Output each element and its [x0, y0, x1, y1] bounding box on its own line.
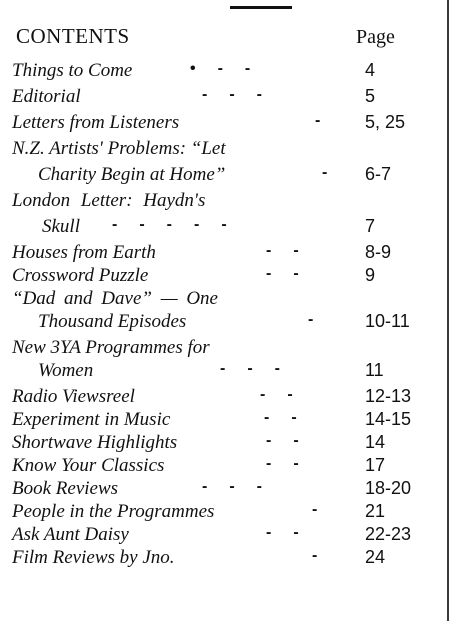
- entry-title: Houses from Earth: [12, 242, 156, 263]
- contents-header: [16, 24, 436, 50]
- entry-page: 4: [365, 60, 376, 80]
- entry-title-line-2: Thousand Episodes: [38, 311, 187, 332]
- entry-houses-from-earth[interactable]: [12, 242, 442, 265]
- entry-title: Know Your Classics: [12, 455, 165, 476]
- entry-title: People in the Programmes: [12, 501, 215, 522]
- leader-dots: -: [312, 547, 340, 564]
- entry-page: 10-11: [365, 311, 410, 331]
- entry-title: Crossword Puzzle: [12, 265, 149, 286]
- top-rule: [230, 6, 292, 9]
- leader-dots: --: [266, 524, 321, 541]
- entry-page: 22-23: [365, 524, 412, 544]
- entry-title: Things to Come: [12, 60, 133, 81]
- entry-title: Book Reviews: [12, 478, 119, 499]
- leader-dots: --: [266, 242, 321, 259]
- entry-title-line-1: N.Z. Artists' Problems: “Let: [12, 138, 226, 159]
- leader-dots: --: [264, 409, 319, 426]
- entry-experiment-in-music[interactable]: [12, 409, 442, 432]
- leader-dots: --: [266, 455, 321, 472]
- leader-dots: ---: [202, 86, 284, 103]
- leader-dots: -: [312, 501, 340, 518]
- column-rule: [447, 0, 449, 621]
- leader-dots: -: [322, 164, 350, 181]
- entry-page: 5: [365, 86, 376, 106]
- entry-page: 14-15: [365, 409, 412, 429]
- contents-list: [12, 60, 442, 570]
- leader-dots: --: [266, 265, 321, 282]
- leader-dots: --: [260, 386, 315, 403]
- entry-editorial[interactable]: [12, 86, 442, 112]
- entry-film-reviews[interactable]: [12, 547, 442, 570]
- entry-shortwave-highlights[interactable]: [12, 432, 442, 455]
- leader-dots: ---: [202, 478, 284, 495]
- entry-title-line-2: Women: [38, 360, 94, 381]
- entry-page: 11: [365, 360, 384, 380]
- entry-title: Ask Aunt Daisy: [12, 524, 129, 545]
- entry-title: Shortwave Highlights: [12, 432, 178, 453]
- page-column-label: Page: [356, 26, 395, 48]
- entry-book-reviews[interactable]: [12, 478, 442, 501]
- entry-title-line-1: “Dad and Dave” — One: [12, 288, 218, 309]
- entry-dad-and-dave[interactable]: [12, 288, 442, 337]
- entry-page: 9: [365, 265, 376, 285]
- leader-dots: -----: [112, 216, 249, 233]
- entry-title: Letters from Listeners: [12, 112, 180, 133]
- entry-title-line-1: London Letter: Haydn's: [12, 190, 206, 211]
- entry-page: 24: [365, 547, 386, 567]
- entry-new-3ya-programmes[interactable]: [12, 337, 442, 386]
- entry-nz-artists-problems[interactable]: [12, 138, 442, 190]
- leader-dots: ---: [220, 360, 302, 377]
- entry-london-letter[interactable]: [12, 190, 442, 242]
- entry-people-in-the-programmes[interactable]: [12, 501, 442, 524]
- entry-page: 6-7: [365, 164, 392, 184]
- entry-page: 21: [365, 501, 386, 521]
- leader-dots: -: [315, 112, 343, 129]
- entry-title-line-2: Skull: [42, 216, 80, 237]
- entry-page: 18-20: [365, 478, 412, 498]
- entry-page: 8-9: [365, 242, 392, 262]
- entry-title-line-1: New 3YA Programmes for: [12, 337, 210, 358]
- leader-dots: -: [308, 311, 336, 328]
- entry-crossword-puzzle[interactable]: [12, 265, 442, 288]
- leader-dots: •--: [190, 60, 273, 77]
- entry-things-to-come[interactable]: [12, 60, 442, 86]
- entry-page: 14: [365, 432, 386, 452]
- entry-title: Editorial: [12, 86, 81, 107]
- entry-page: 12-13: [365, 386, 412, 406]
- entry-ask-aunt-daisy[interactable]: [12, 524, 442, 547]
- entry-page: 5, 25: [365, 112, 406, 132]
- contents-title: CONTENTS: [16, 24, 130, 48]
- entry-radio-viewsreel[interactable]: [12, 386, 442, 409]
- entry-title-line-2: Charity Begin at Home”: [38, 164, 226, 185]
- entry-letters-from-listeners[interactable]: [12, 112, 442, 138]
- leader-dots: --: [266, 432, 321, 449]
- entry-know-your-classics[interactable]: [12, 455, 442, 478]
- entry-title: Experiment in Music: [12, 409, 171, 430]
- entry-title: Film Reviews by Jno.: [12, 547, 175, 568]
- entry-page: 17: [365, 455, 386, 475]
- entry-page: 7: [365, 216, 376, 236]
- entry-title: Radio Viewsreel: [12, 386, 135, 407]
